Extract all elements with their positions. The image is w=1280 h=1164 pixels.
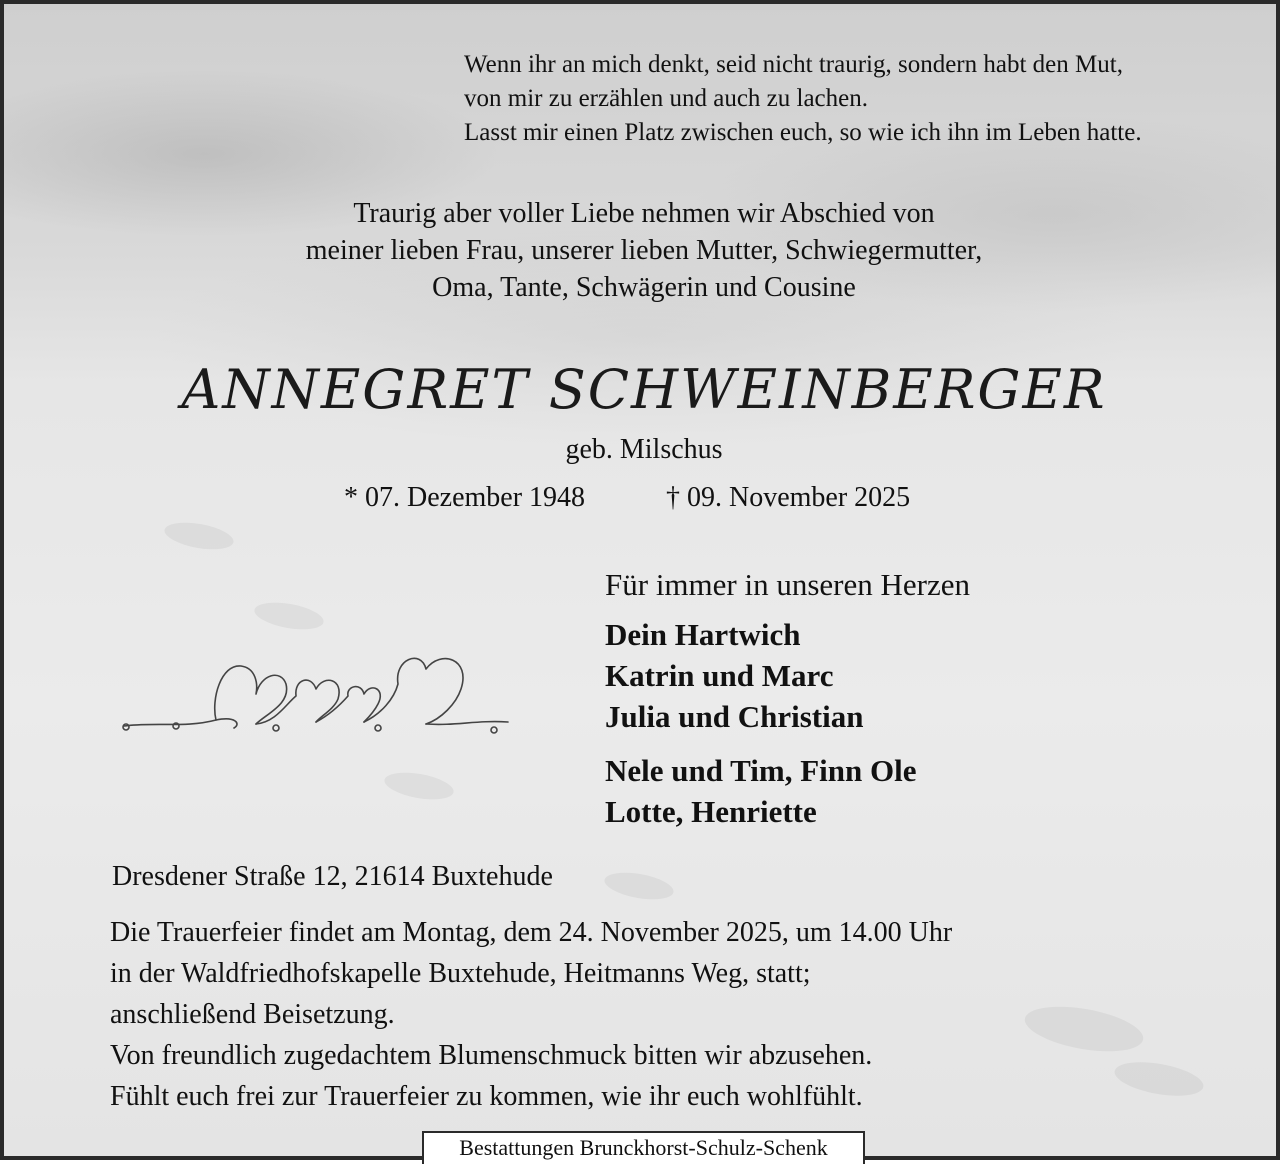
family-group-2 bbox=[605, 750, 917, 832]
intro-line: Oma, Tante, Schwägerin und Cousine bbox=[432, 272, 856, 303]
info-line: anschließend Beisetzung. bbox=[110, 999, 395, 1030]
family-group-1 bbox=[605, 614, 863, 737]
ceremony-info bbox=[110, 912, 952, 1117]
family-member: Julia und Christian bbox=[605, 699, 864, 734]
info-line: Die Trauerfeier findet am Montag, dem 24. November 2025, um 14.00 Uhr bbox=[110, 917, 953, 948]
intro-line: Traurig aber voller Liebe nehmen wir Abschied von bbox=[353, 198, 935, 229]
poem-line: von mir zu erzählen und auch zu lachen. bbox=[464, 85, 868, 112]
maiden-name: geb. Milschus bbox=[565, 434, 723, 465]
footprint-decoration bbox=[382, 768, 455, 804]
birth-date: * 07. Dezember 1948 bbox=[344, 482, 586, 513]
family-member: Katrin und Marc bbox=[605, 658, 834, 693]
footprint-decoration bbox=[1112, 1056, 1206, 1101]
poem-quote bbox=[464, 48, 1142, 150]
footprint-decoration bbox=[602, 868, 675, 904]
intro-text bbox=[204, 195, 1084, 306]
poem-line: Wenn ihr an mich denkt, seid nicht traurig, sondern habt den Mut, bbox=[464, 51, 1123, 78]
deceased-name: ANNEGRET SCHWEINBERGER bbox=[181, 358, 1107, 421]
family-member: Dein Hartwich bbox=[605, 617, 801, 652]
footprint-decoration bbox=[162, 518, 235, 554]
info-line: in der Waldfriedhofskapelle Buxtehude, Heitmanns Weg, statt; bbox=[110, 958, 811, 989]
poem-line: Lasst mir einen Platz zwischen euch, so wie ich ihn im Leben hatte. bbox=[464, 119, 1142, 146]
info-line: Fühlt euch frei zur Trauerfeier zu kommen, wie ihr euch wohlfühlt. bbox=[110, 1081, 863, 1112]
hearts-line-icon bbox=[116, 644, 516, 744]
death-date: † 09. November 2025 bbox=[666, 482, 911, 513]
intro-line: meiner lieben Frau, unserer lieben Mutter, Schwiegermutter, bbox=[305, 235, 983, 266]
address: Dresdener Straße 12, 21614 Buxtehude bbox=[112, 861, 553, 892]
funeral-home-label: Bestattungen Brunckhorst-Schulz-Schenk bbox=[422, 1131, 865, 1164]
info-line: Von freundlich zugedachtem Blumenschmuck bitten wir abzusehen. bbox=[110, 1040, 873, 1071]
remembrance-line: Für immer in unseren Herzen bbox=[605, 567, 970, 602]
family-member: Lotte, Henriette bbox=[605, 794, 817, 829]
footprint-decoration bbox=[252, 598, 325, 634]
family-member: Nele und Tim, Finn Ole bbox=[605, 753, 917, 788]
footprint-decoration bbox=[1021, 999, 1146, 1059]
